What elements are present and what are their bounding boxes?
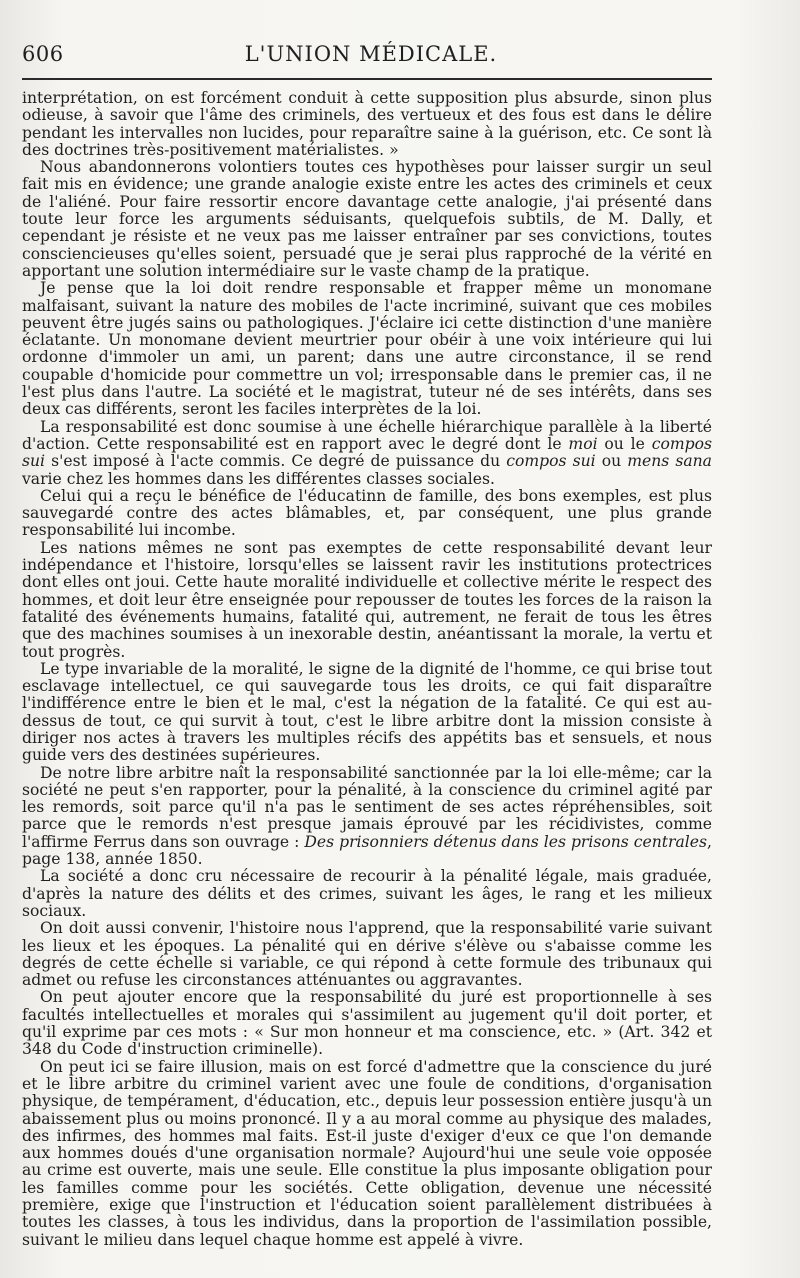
paragraph: [22, 989, 712, 1058]
text-run: La responsabilité est donc soumise à une échelle hiérarchique parallèle à la liberté d'action. Cette responsabilité est en rapport avec le degré dont le: [22, 417, 712, 453]
text-run: Nous abandonnerons volontiers toutes ces hypothèses pour laisser surgir un seul fait mis en évidence; une grande analogie existe entre les actes des criminels et ceux de l'aliéné. Pour faire ressortir encore davantage cette analogie, j'ai présenté dans toute leur force les arguments séduisants, quelquefois subtils, de M. Dally, et cependant je résiste et ne veux pas me laisser entraîner par ses convictions, toutes consciencieuses qu'elles soient, persuadé que je serai plus rapproché de la vérité en apportant une solution intermédiaire sur le vaste champ de la pratique.: [22, 158, 712, 280]
text-run: Les nations mêmes ne sont pas exemptes de cette responsabilité devant leur indépendance et l'histoire, lorsqu'elles se laissent ravir les institutions protectrices dont elles ont joui. Cette haute moralité individuelle et collective mérite le respect des hommes, et doit leur être enseignée pour repousser de toutes les forces de la raison la fatalité des événements humains, fatalité qui, autrement, ne ferait de tous les êtres que des machines soumises à un inexorable destin, anéantissant la morale, la vertu et tout progrès.: [22, 538, 712, 661]
paragraph: [22, 90, 712, 159]
running-title: L'UNION MÉDICALE.: [244, 42, 498, 66]
text-run: On doit aussi convenir, l'histoire nous l'apprend, que la responsabilité varie suivant les lieux et les époques. La pénalité qui en dérive s'élève ou s'abaisse comme les degrés de cette échelle si variable, ce qui répond à cette formule des tribunaux qui admet ou refuse les circonstances atténuantes ou aggravantes.: [22, 919, 712, 990]
paragraph: [22, 488, 712, 540]
text-run: Je pense que la loi doit rendre responsable et frapper même un monomane malfaisant, suivant la nature des mobiles de l'acte incriminé, suivant que ces mobiles peuvent être jugés sains ou pathologiques. J'éclaire ici cette distinction d'une manière éclatante. Un monomane devient meurtrier pour obéir à une voix intérieure qui lui ordonne d'immoler un ami, un parent; dans une autre circonstance, il se rend coupable d'homicide pour commettre un vol; irresponsable dans le premier cas, il ne l'est plus dans l'autre. La société et le magistrat, tuteur né de ses intérêts, dans ses deux cas différents, seront les faciles interprètes de la loi.: [22, 279, 712, 419]
text-run: On peut ajouter encore que la responsabilité du juré est proportionnelle à ses facultés intellectuelles et morales qui s'assimilent au jugement qu'il doit porter, et qu'il exprime par ces mots : « Sur mon honneur et ma conscience, etc. » (Art. 342 et 348 du Code d'instruction criminelle).: [22, 988, 712, 1059]
header-rule: [22, 78, 712, 80]
text-run: Le type invariable de la moralité, le signe de la dignité de l'homme, ce qui brise tout esclavage intellectuel, ce qui sauvegarde tous les droits, ce qui fait disparaître l'indifférence entre le bien et le mal, c'est la négation de la fatalité. Ce qui est au-dessus de tout, ce qui survit à tout, c'est le libre arbitre dont la mission consiste à diriger nos actes à travers les multiples récifs des appétits bas et sensuels, et nous guide vers des destinées supérieures.: [22, 659, 712, 765]
body-text: [22, 90, 712, 1249]
text-run: s'est imposé à l'acte commis. Ce degré de puissance du: [45, 452, 507, 471]
text-run: ou le: [597, 434, 652, 453]
paragraph: [22, 540, 712, 661]
text-run: De notre libre arbitre naît la responsabilité sanctionnée par la loi elle-même; car la société ne peut s'en rapporter, pour la pénalité, à la conscience du criminel agité par les remords, soit parce qu'il n'a pas le sentiment de ses actes répréhensibles, soit parce que le remords n'est presque jamais éprouvé par les récidivistes, comme l'affirme Ferrus dans son ouvrage :: [22, 763, 712, 851]
paragraph: [22, 280, 712, 418]
paragraph: [22, 765, 712, 869]
italic-text: Des prisonniers détenus dans les prisons centrales: [304, 832, 708, 851]
paragraph: [22, 868, 712, 920]
text-run: On peut ici se faire illusion, mais on est forcé d'admettre que la conscience du juré et le libre arbitre du criminel varient avec une foule de conditions, d'organisation physique, de tempérament, d'éducation, etc., depuis leur possession entière jusqu'à un abaissement plus ou moins prononcé. Il y a au moral comme au physique des malades, des infirmes, des hommes mal faits. Est-il juste d'exiger d'eux ce que l'on demande aux hommes doués d'une organisation normale? Aujourd'hui une seule voie opposée au crime est ouverte, mais une seule. Elle constitue la plus imposante obligation pour les familles comme pour les sociétés. Cette obligation, devenue une nécessité première, exige que l'instruction et l'éducation soient parallèlement distribuées à toutes les classes, à tous les individus, dans la proportion de l'assimilation possible, suivant le milieu dans lequel chaque homme est appelé à vivre.: [22, 1057, 712, 1249]
italic-text: compos sui: [22, 434, 712, 471]
paragraph: [22, 419, 712, 488]
paragraph: [22, 661, 712, 765]
paragraph: [22, 920, 712, 989]
text-run: Celui qui a reçu le bénéfice de l'éducatinn de famille, des bons exemples, est plus sauvegardé contre des actes blâmables, et, par conséquent, une plus grande responsabilité lui incombe.: [22, 486, 712, 540]
text-run: La société a donc cru nécessaire de recourir à la pénalité légale, mais graduée, d'après la nature des délits et des crimes, suivant les âges, le rang et les milieux sociaux.: [22, 867, 712, 920]
italic-text: compos sui: [506, 452, 596, 471]
text-run: interprétation, on est forcément conduit à cette supposition plus absurde, sinon plus odieuse, à savoir que l'âme des criminels, des vertueux et des fous est dans le délire pendant les intervalles non lucides, pour reparaître saine à la guérison, etc. Ce sont là des doctrines très-positivement matérialistes. »: [22, 89, 712, 159]
italic-text: moi: [568, 434, 598, 453]
paragraph: [22, 1059, 712, 1249]
text-run: ou: [595, 452, 628, 471]
page-number: 606: [22, 42, 64, 66]
italic-text: mens sana: [627, 452, 712, 471]
page-header: [22, 38, 720, 72]
paragraph: [22, 159, 712, 280]
text-run: varie chez les hommes dans les différentes classes sociales.: [22, 469, 495, 488]
text-run: , page 138, année 1850.: [22, 832, 712, 869]
